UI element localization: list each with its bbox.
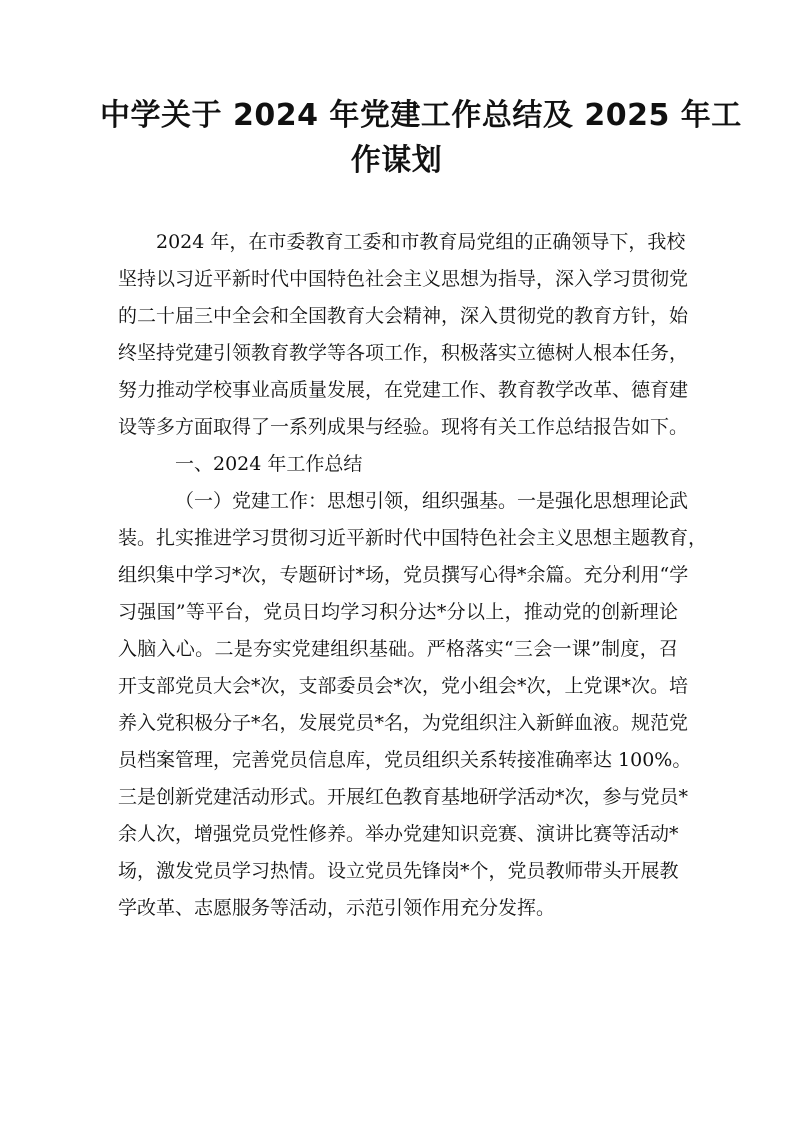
section-heading (118, 446, 678, 483)
paragraph-line: 养入党积极分子*名，发展党员*名，为党组织注入新鲜血液。规范党 (118, 712, 689, 734)
paragraph-line: 场，激发党员学习热情。设立党员先锋岗*个，党员教师带头开展教 (118, 860, 679, 882)
intro-line: 2024 年，在市委教育工委和市教育局党组的正确领导下，我校 (156, 231, 686, 253)
paragraph-line: 组织集中学习*次，专题研讨*场，党员撰写心得*余篇。充分利用“学 (118, 564, 689, 586)
paragraph-line: 余人次，增强党员党性修养。举办党建知识竞赛、演讲比赛等活动* (118, 823, 679, 845)
intro-line: 努力推动学校事业高质量发展，在党建工作、教育教学改革、德育建 (118, 379, 689, 401)
intro-paragraph (118, 224, 689, 446)
paragraph-line: 入脑入心。二是夯实党建组织基础。严格落实“三会一课”制度，召 (118, 638, 678, 660)
paragraph-line: 装。扎实推进学习贯彻习近平新时代中国特色社会主义思想主题教育， (118, 527, 708, 549)
title-line-1: 中学关于 2024 年党建工作总结及 2025 年工 (100, 98, 742, 133)
paragraph-line: 习强国”等平台，党员日均学习积分达*分以上，推动党的创新理论 (118, 601, 678, 623)
paragraph-line: 学改革、志愿服务等活动，示范引领作用充分发挥。 (118, 897, 556, 919)
title-line-2: 作谋划 (350, 143, 443, 178)
document-body (118, 224, 708, 927)
intro-line: 的二十届三中全会和全国教育大会精神，深入贯彻党的教育方针，始 (118, 305, 689, 327)
intro-line: 终坚持党建引领教育教学等各项工作，积极落实立德树人根本任务， (118, 342, 689, 364)
paragraph-line: 员档案管理，完善党员信息库，党员组织关系转接准确率达 100%。 (118, 749, 692, 771)
document-title (100, 93, 742, 183)
paragraph-line: 三是创新党建活动形式。开展红色教育基地研学活动*次，参与党员* (118, 786, 689, 808)
party-building-paragraph (118, 483, 708, 927)
section-heading-text: 一、2024 年工作总结 (175, 453, 363, 475)
intro-line: 坚持以习近平新时代中国特色社会主义思想为指导，深入学习贯彻党 (118, 268, 689, 290)
paragraph-line: （一）党建工作：思想引领，组织强基。一是强化思想理论武 (175, 490, 689, 512)
intro-line: 设等多方面取得了一系列成果与经验。现将有关工作总结报告如下。 (118, 416, 689, 438)
paragraph-line: 开支部党员大会*次，支部委员会*次，党小组会*次，上党课*次。培 (118, 675, 689, 697)
